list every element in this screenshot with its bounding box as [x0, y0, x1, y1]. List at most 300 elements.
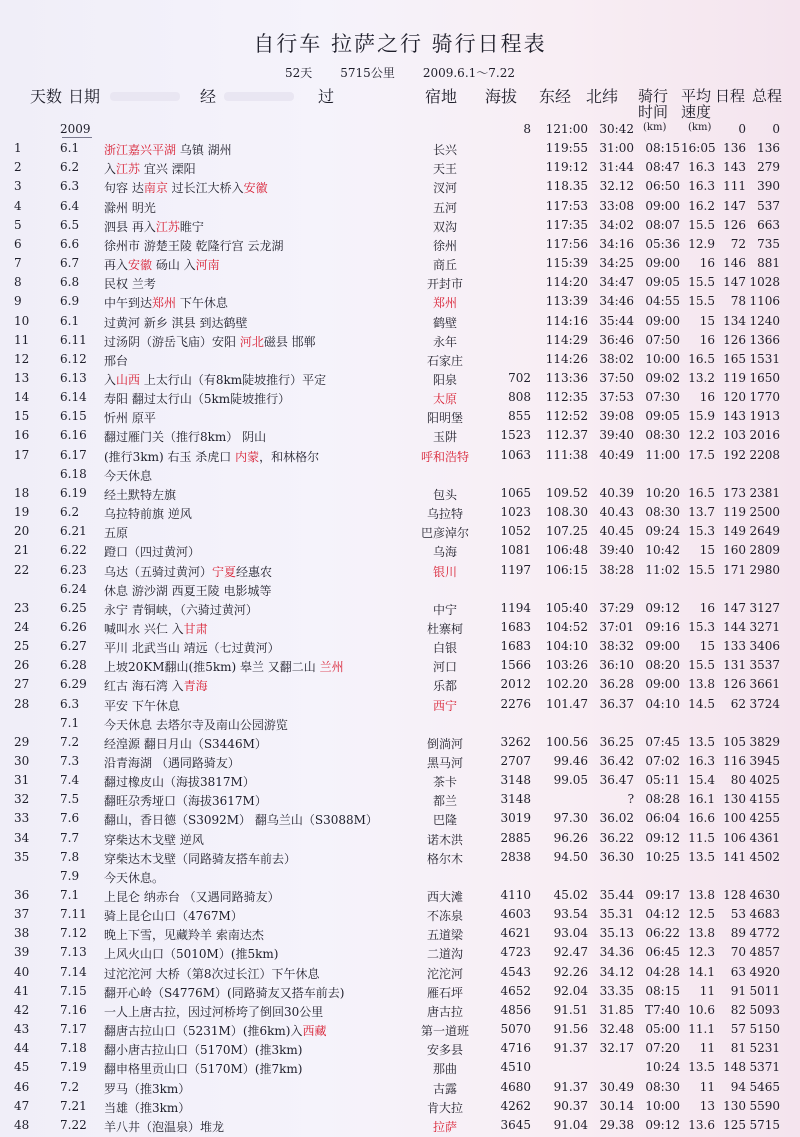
row-avg-speed: 16.1: [688, 792, 715, 807]
row-altitude: 2885: [500, 830, 531, 845]
route-text: 过沱沱河 大桥（第8次过长江）下午休息: [104, 966, 320, 981]
row-altitude: 4621: [500, 926, 531, 941]
row-day-distance: 111: [723, 179, 746, 194]
row-date: 6.23: [60, 562, 87, 577]
row-day-distance: 94: [730, 1079, 746, 1094]
row-date: 7.21: [60, 1098, 87, 1113]
row-longitude: 104:10: [545, 639, 588, 653]
row-date: 7.6: [60, 811, 80, 826]
row-longitude: 99.05: [553, 773, 588, 788]
table-row: [0, 563, 800, 582]
row-latitude: 38:28: [599, 562, 634, 577]
table-row: [0, 1041, 800, 1060]
row-route: [104, 850, 414, 867]
page-subtitle: [0, 64, 800, 81]
row-total-distance: 3271: [749, 619, 780, 634]
route-text: 经土默特左旗: [104, 487, 177, 502]
row-day-distance: 147: [723, 600, 746, 615]
row-longitude: 91.04: [553, 1117, 588, 1132]
row-avg-speed: 15.5: [688, 217, 715, 232]
route-text: 穿柴达木戈壁 逆风: [104, 832, 204, 847]
row-avg-speed: 13: [699, 1098, 715, 1113]
table-row: [0, 237, 800, 256]
route-highlight: 河北: [239, 334, 264, 349]
row-ride-time: 07:50: [645, 332, 680, 347]
route-text: 民权 兰考: [104, 277, 156, 292]
row-day-distance: 133: [723, 639, 746, 653]
row-total-distance: 3127: [749, 600, 780, 615]
route-text: 五原: [104, 526, 129, 541]
row-route: [104, 141, 414, 158]
route-highlight: 安徽: [128, 258, 153, 272]
row-route: [104, 314, 414, 331]
row-avg-speed: 14.1: [688, 964, 715, 979]
row-route: [104, 505, 414, 522]
row-place: 河口: [432, 660, 457, 675]
row-number: 38: [14, 926, 30, 941]
row-latitude: 34:25: [599, 256, 634, 270]
row-place: 西宁: [432, 698, 457, 713]
row-total-distance: 5590: [749, 1098, 780, 1113]
row-altitude: 4680: [500, 1079, 531, 1094]
route-text: 休息 游沙湖 西夏王陵 电影城等: [104, 583, 272, 598]
row-ride-time: 09:17: [645, 888, 680, 902]
route-text: 今天休息。: [104, 870, 165, 885]
row-altitude: 1523: [500, 428, 531, 443]
row-altitude: 1194: [500, 600, 531, 615]
row-total-distance: 3406: [749, 639, 780, 653]
row-altitude: 1023: [500, 505, 531, 519]
row-longitude: 114:29: [545, 332, 588, 347]
row-longitude: 117:53: [545, 198, 588, 213]
table-row: [0, 754, 800, 773]
route-text: 经惠农: [236, 564, 273, 579]
row-latitude: 40.45: [599, 524, 634, 539]
row-altitude: 2707: [500, 753, 531, 768]
row-date: 6.4: [60, 198, 80, 213]
row-place: 鹤壁: [432, 315, 457, 330]
row-number: 24: [14, 619, 30, 634]
row-date: 6.21: [60, 524, 87, 539]
row-route: [104, 256, 414, 273]
route-text: 翻山，香日德（S3092M） 翻乌兰山（S3088M）: [104, 813, 378, 828]
smudge-mark: [224, 92, 294, 101]
row-latitude: 30:42: [599, 122, 634, 136]
table-row: [0, 639, 800, 658]
header-days: 天数: [30, 87, 63, 106]
table-row: [0, 371, 800, 390]
table-row: [0, 1003, 800, 1022]
row-avg-speed: 16: [699, 256, 715, 270]
row-number: 5: [14, 217, 22, 232]
row-number: 19: [14, 505, 30, 519]
table-row: [0, 792, 800, 811]
row-total-distance: 5150: [749, 1022, 780, 1036]
row-altitude: 1683: [500, 639, 531, 653]
row-avg-speed: 15: [699, 543, 715, 558]
row-date: 6.28: [60, 658, 87, 673]
route-text: 邢台: [104, 353, 129, 368]
row-number: 39: [14, 945, 30, 960]
row-avg-speed: 15.3: [688, 524, 715, 539]
row-place: 长兴: [432, 143, 457, 158]
route-text: 翻过雁门关（推行8km） 阴山: [104, 430, 267, 445]
row-number: 48: [14, 1117, 30, 1132]
row-route: [104, 582, 414, 599]
table-row: [0, 467, 800, 486]
row-date: 7.2: [60, 1079, 80, 1094]
row-date: 6.2: [60, 505, 80, 519]
row-date: 7.14: [60, 964, 87, 979]
row-latitude: 37:53: [599, 390, 634, 405]
row-longitude: 112:35: [545, 390, 588, 405]
route-text: 蹬口（四过黄河）: [104, 545, 201, 560]
table-row: [0, 141, 800, 160]
header-altitude: 海拔: [485, 87, 518, 106]
row-number: 44: [14, 1041, 30, 1056]
row-route: [104, 811, 414, 828]
route-text: 今天休息: [104, 468, 153, 483]
row-date: 6.1: [60, 313, 80, 328]
row-route: [104, 218, 414, 235]
row-route: [104, 735, 414, 752]
row-place: 格尔木: [426, 851, 463, 866]
table-row: [0, 907, 800, 926]
route-text: 穿柴达木戈壁（同路骑友搭车前去）: [104, 851, 297, 866]
route-highlight: 浙江嘉兴平湖: [104, 143, 177, 158]
row-number: 16: [14, 428, 30, 443]
row-latitude: 36:10: [599, 658, 634, 673]
table-row: [0, 505, 800, 524]
row-longitude: 114:16: [545, 313, 588, 328]
row-avg-speed: 15: [699, 313, 715, 328]
row-ride-time: 06:04: [645, 811, 680, 826]
route-text: 红古 海石湾 入: [104, 679, 184, 694]
row-route: [104, 390, 414, 407]
row-avg-speed: 16.6: [688, 811, 715, 826]
route-text: 再入: [104, 258, 129, 272]
route-text: 寿阳 翻过太行山（5km陡坡推行）: [104, 392, 291, 407]
row-avg-speed: 13.8: [688, 926, 715, 941]
route-highlight: 南京: [143, 181, 168, 196]
table-row: [0, 869, 800, 888]
row-date: 7.11: [60, 907, 87, 922]
row-ride-time: 10:42: [645, 543, 680, 558]
route-highlight: 内蒙: [235, 449, 260, 464]
row-latitude: 37:29: [599, 600, 634, 615]
row-date: 7.15: [60, 983, 87, 998]
table-row: [0, 831, 800, 850]
row-altitude: 808: [508, 390, 531, 405]
row-latitude: 33:08: [599, 198, 634, 213]
row-longitude: 113:36: [545, 370, 588, 385]
route-highlight: 青海: [183, 679, 208, 694]
row-ride-time: 07:30: [645, 390, 680, 405]
route-text: 上风火山口（5010M）(推5km): [104, 947, 279, 962]
row-avg-speed: 12.5: [688, 907, 715, 922]
row-latitude: 34.12: [599, 964, 634, 979]
row-ride-time: 08:15: [645, 141, 680, 156]
year-underline: [62, 137, 92, 138]
row-latitude: 36.28: [599, 677, 634, 692]
row-latitude: 34:16: [599, 236, 634, 251]
row-number: 10: [14, 313, 30, 328]
row-total-distance: 3829: [749, 734, 780, 749]
row-total-distance: 4630: [749, 888, 780, 902]
row-date: 7.18: [60, 1041, 87, 1056]
header-time-1: 骑行: [638, 87, 669, 105]
header-total: 总程: [752, 87, 783, 105]
row-day-distance: 128: [723, 888, 746, 902]
row-date: 6.24: [60, 581, 87, 596]
route-text: 过长江大桥入: [167, 181, 244, 196]
row-date: 7.13: [60, 945, 87, 960]
row-route: [104, 945, 414, 962]
row-route: [104, 754, 414, 771]
row-latitude: 37:01: [599, 619, 634, 634]
route-text: 砀山 入: [152, 258, 196, 272]
row-total-distance: 1770: [749, 390, 780, 405]
row-route: [104, 179, 414, 196]
route-text: 翻旺尕秀垭口（海拔3617M）: [104, 794, 267, 809]
row-total-distance: 0: [772, 122, 780, 136]
row-latitude: 36.22: [599, 830, 634, 845]
row-altitude: 702: [508, 370, 531, 385]
row-route: [104, 697, 414, 714]
row-day-distance: 149: [723, 524, 746, 539]
route-text: 翻唐古拉山口（5231M）(推6km)入: [104, 1024, 303, 1038]
row-latitude: 36.25: [599, 734, 634, 749]
row-latitude: 30.14: [599, 1098, 634, 1113]
row-number: 26: [14, 658, 30, 673]
row-day-distance: 91: [730, 983, 746, 998]
row-date: 7.1: [60, 888, 80, 902]
header-route-2: 过: [318, 87, 335, 106]
row-total-distance: 2809: [749, 543, 780, 558]
row-place: 石家庄: [426, 353, 463, 368]
row-longitude: 45.02: [553, 888, 588, 902]
row-day-distance: 144: [723, 619, 746, 634]
table-row: [0, 888, 800, 907]
row-number: 12: [14, 351, 30, 366]
row-longitude: 91.56: [553, 1022, 588, 1036]
row-altitude: 3148: [500, 792, 531, 807]
row-number: 31: [14, 773, 30, 788]
row-longitude: 93.54: [553, 907, 588, 922]
row-altitude: 4262: [500, 1098, 531, 1113]
row-ride-time: 04:28: [645, 964, 680, 979]
row-day-distance: 80: [730, 773, 746, 788]
row-ride-time: 08:30: [645, 1079, 680, 1094]
row-altitude: 2276: [500, 696, 531, 711]
row-total-distance: 663: [757, 217, 780, 232]
row-date: 7.16: [60, 1002, 87, 1017]
row-number: 28: [14, 696, 30, 711]
row-date: 6.12: [60, 351, 87, 366]
route-text: 忻州 原平: [104, 411, 156, 426]
row-avg-speed: 16.5: [688, 485, 715, 500]
row-ride-time: 07:45: [645, 734, 680, 749]
row-latitude: 35.31: [599, 907, 634, 922]
table-row: [0, 984, 800, 1003]
row-longitude: 105:40: [545, 600, 588, 615]
route-text: 一人上唐古拉，因过河桥垮了倒回30公里: [104, 1004, 324, 1019]
row-longitude: 117:56: [545, 236, 588, 251]
row-place: 永年: [432, 334, 457, 349]
table-row: [0, 965, 800, 984]
smudge-mark: [110, 92, 180, 101]
row-route: [104, 333, 414, 350]
subtitle-days: 52天: [285, 66, 313, 80]
row-avg-speed: 13.5: [688, 734, 715, 749]
row-latitude: 35.44: [599, 888, 634, 902]
header-place: 宿地: [425, 87, 458, 106]
row-latitude: 35.13: [599, 926, 634, 941]
row-ride-time: 08:30: [645, 428, 680, 443]
row-avg-speed: 15.4: [688, 773, 715, 788]
row-avg-speed: 12.2: [688, 428, 715, 443]
row-date: 6.11: [60, 332, 87, 347]
row-total-distance: 5093: [749, 1002, 780, 1017]
table-row: [0, 811, 800, 830]
row-latitude: 31:00: [599, 141, 634, 156]
row-route: [104, 773, 414, 790]
row-total-distance: 4683: [749, 907, 780, 922]
row-total-distance: 3661: [749, 677, 780, 692]
row-total-distance: 4502: [749, 849, 780, 864]
route-text: 翻小唐古拉山口（5170M）(推3km): [104, 1043, 303, 1058]
row-longitude: 114:26: [545, 351, 588, 366]
route-highlight: 兰州: [319, 660, 344, 675]
row-day-distance: 143: [723, 409, 746, 424]
row-route: [104, 199, 414, 216]
row-place: 五道梁: [426, 928, 463, 943]
header-latitude: 北纬: [586, 87, 619, 106]
row-total-distance: 3537: [749, 658, 780, 673]
row-ride-time: 09:05: [645, 409, 680, 424]
row-avg-speed: 11.5: [688, 830, 715, 845]
row-place: 汊河: [432, 181, 457, 196]
row-date: 6.7: [60, 256, 80, 270]
row-altitude: 4110: [500, 888, 531, 902]
row-altitude: 3262: [500, 734, 531, 749]
table-row: [0, 428, 800, 447]
row-avg-speed: 13.2: [688, 370, 715, 385]
row-latitude: 36:46: [599, 332, 634, 347]
row-avg-speed: 13.5: [688, 849, 715, 864]
row-altitude: 4543: [500, 964, 531, 979]
row-altitude: 855: [508, 409, 531, 424]
row-day-distance: 136: [723, 141, 746, 156]
unit-dist: (km): [688, 122, 712, 133]
row-ride-time: 08:15: [645, 983, 680, 998]
route-text: 翻过橡皮山（海拔3817M）: [104, 775, 255, 790]
row-route: [104, 869, 414, 886]
route-text: 滁州 明光: [104, 200, 156, 215]
row-route: [104, 601, 414, 618]
row-place: 都兰: [432, 794, 457, 809]
row-route: [104, 831, 414, 848]
row-date: 6.26: [60, 619, 87, 634]
row-number: 15: [14, 409, 30, 424]
row-day-distance: 119: [723, 505, 746, 519]
row-route: [104, 294, 414, 311]
row-longitude: 92.26: [553, 964, 588, 979]
row-date: 6.2: [60, 160, 80, 175]
row-total-distance: 4857: [749, 945, 780, 960]
row-number: 6: [14, 236, 22, 251]
row-avg-speed: 16.3: [688, 160, 715, 175]
table-row: [0, 601, 800, 620]
row-day-distance: 131: [723, 658, 746, 673]
route-text: 平安 下午休息: [104, 698, 180, 713]
row-longitude: 102.20: [546, 677, 588, 692]
row-day-distance: 160: [723, 543, 746, 558]
row-day-distance: 105: [723, 734, 746, 749]
row-latitude: 39:08: [599, 409, 634, 424]
row-place: 巴彦淖尔: [420, 526, 469, 541]
route-text: 下午休息: [176, 296, 228, 311]
row-route: [104, 888, 414, 905]
row-number: 8: [14, 275, 22, 290]
row-ride-time: 11:02: [645, 562, 680, 577]
row-place: 阳明堡: [426, 411, 463, 426]
row-total-distance: 136: [757, 141, 780, 156]
row-latitude: 36.02: [599, 811, 634, 826]
row-ride-time: 04:10: [645, 696, 680, 711]
row-total-distance: 390: [757, 179, 780, 194]
row-route: [104, 1060, 414, 1077]
row-place: 沱沱河: [426, 966, 463, 981]
row-latitude: 31.85: [599, 1002, 634, 1017]
header-date: 日期: [68, 87, 101, 106]
row-latitude: 31:44: [599, 160, 634, 175]
row-altitude: 4716: [500, 1041, 531, 1056]
row-total-distance: 2016: [749, 428, 780, 443]
row-latitude: 32.48: [599, 1022, 634, 1036]
row-day-distance: 70: [730, 945, 746, 960]
row-avg-speed: 14.5: [688, 696, 715, 711]
row-total-distance: 3724: [749, 696, 780, 711]
route-text: 喊叫水 兴仁 入: [104, 621, 184, 636]
row-place: 白银: [432, 641, 457, 655]
row-route: [104, 792, 414, 809]
row-ride-time: 09:00: [645, 313, 680, 328]
row-longitude: 106:48: [545, 543, 588, 558]
row-number: 33: [14, 811, 30, 826]
row-date: 6.6: [60, 236, 80, 251]
route-text: (推行3km) 右玉 杀虎口: [104, 449, 236, 464]
row-total-distance: 3945: [749, 753, 780, 768]
route-text: 乌达（五骑过黄河）: [104, 564, 213, 579]
row-ride-time: 09:12: [645, 600, 680, 615]
row-number: 7: [14, 256, 22, 270]
route-text: 中午到达: [104, 296, 153, 311]
row-number: 13: [14, 370, 30, 385]
row-longitude: 115:39: [545, 256, 588, 270]
row-number: 1: [14, 141, 22, 156]
row-day-distance: 130: [723, 792, 746, 807]
row-altitude: 4856: [500, 1002, 531, 1017]
row-total-distance: 2381: [749, 485, 780, 500]
row-ride-time: 05:11: [645, 773, 680, 788]
row-latitude: 36.47: [599, 773, 634, 788]
row-day-distance: 141: [723, 849, 746, 864]
row-place: 唐古拉: [426, 1004, 463, 1019]
page-title: 自行车 拉萨之行 骑行日程表: [253, 32, 547, 56]
row-day-distance: 100: [723, 811, 746, 826]
row-avg-speed: 11: [699, 983, 715, 998]
